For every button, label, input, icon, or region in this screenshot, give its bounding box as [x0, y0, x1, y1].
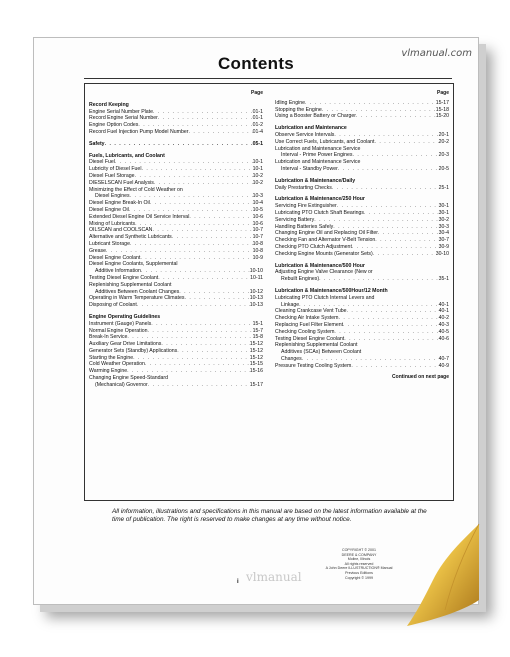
- toc-entry-title: Diesel Engine Coolant: [89, 254, 141, 261]
- toc-entry: [89, 221, 263, 228]
- section-heading: Record Keeping: [89, 101, 129, 108]
- toc-entry-title: Normal Engine Operation: [89, 327, 148, 334]
- dot-leader: [130, 241, 253, 248]
- toc-entry-page: 35-1: [438, 276, 449, 283]
- dot-leader: [127, 368, 250, 375]
- dot-leader: [135, 221, 252, 228]
- toc-entry: [275, 302, 449, 309]
- toc-entry-title: Cold Weather Operation: [89, 361, 145, 368]
- toc-entry: [89, 328, 263, 335]
- toc-entry-page: 15-12: [249, 354, 263, 361]
- toc-entry-page: 20-1: [438, 131, 449, 138]
- toc-entry-title: Daily Prestarting Checks: [275, 184, 332, 191]
- toc-entry-page: 30-9: [438, 243, 449, 250]
- toc-entry: [89, 355, 263, 362]
- dot-leader: [334, 132, 438, 139]
- toc-entry: [89, 361, 263, 368]
- toc-entry-title: Generator Sets (Standby) Applications: [89, 347, 178, 354]
- toc-entry-title: Diesel Engine Break-In Oil: [89, 200, 150, 207]
- toc-entry-page: 25-1: [438, 184, 449, 191]
- toc-entry-page: 40-2: [438, 315, 449, 322]
- toc-entry: [89, 275, 263, 282]
- toc-entry-title: Interval - Prime Power Engines: [281, 152, 353, 159]
- toc-entry-title: Servicing Battery: [275, 216, 315, 223]
- dot-leader: [158, 275, 250, 282]
- dot-leader: [158, 115, 253, 122]
- dot-leader: [305, 100, 436, 107]
- toc-entry: [275, 230, 449, 237]
- toc-entry-page: 15-7: [252, 327, 263, 334]
- toc-entry: [275, 329, 449, 336]
- dot-leader: [106, 248, 253, 255]
- right-column: [275, 90, 449, 381]
- toc-entry-title: Observe Service Intervals: [275, 131, 335, 138]
- section-heading: Lubrication & Maintenance/Daily: [275, 177, 356, 184]
- toc-entry: [89, 214, 263, 221]
- toc-entry: [89, 341, 263, 348]
- toc-entry-title: Minimizing the Effect of Cold Weather on: [89, 186, 183, 193]
- toc-entry-page: 40-3: [438, 321, 449, 328]
- toc-entry-title: Checking Engine Mounts (Generator Sets): [275, 250, 373, 257]
- copyright-line: All rights reserved: [344, 561, 374, 566]
- toc-entry-title: Alternative and Synthetic Lubricants: [89, 234, 172, 241]
- dot-leader: [105, 141, 253, 148]
- toc-entry-title: Additives Between Coolant Changes: [95, 288, 180, 295]
- dot-leader: [378, 230, 439, 237]
- toc-entry-page: 30-7: [438, 237, 449, 244]
- toc-entry-title: Handling Batteries Safely: [275, 223, 334, 230]
- continued-label: Continued on next page: [392, 374, 449, 381]
- dot-leader: [333, 224, 438, 231]
- dot-leader: [133, 355, 250, 362]
- toc-entry-title: Lubricating PTO Clutch Shaft Bearings: [275, 209, 365, 216]
- dot-leader: [152, 227, 252, 234]
- toc-entry-page: 40-5: [438, 328, 449, 335]
- toc-entry-title: OILSCAN and COOLSCAN: [89, 227, 153, 234]
- copyright-line: Previous Editions: [345, 570, 373, 575]
- dot-leader: [347, 308, 439, 315]
- toc-entry-title: DIESELSCAN Fuel Analysis: [89, 179, 154, 186]
- dot-leader: [322, 107, 436, 114]
- toc-entry: [275, 185, 449, 192]
- watermark: vlmanual.com: [401, 48, 472, 59]
- title-rule: [84, 78, 452, 79]
- dot-leader: [343, 322, 439, 329]
- toc-entry: [275, 113, 449, 120]
- toc-entry-page: 10-3: [252, 193, 263, 200]
- toc-entry-title: Additives (SCAs) Between Coolant: [281, 349, 362, 356]
- toc-entry-page: 40-7: [438, 355, 449, 362]
- dot-leader: [115, 159, 253, 166]
- toc-entry: [275, 132, 449, 139]
- section-heading: Lubrication & Maintenance/500Hour/12 Month: [275, 287, 388, 294]
- dot-leader: [319, 276, 439, 283]
- toc-entry-page: 10-10: [249, 268, 263, 275]
- toc-entry: [89, 368, 263, 375]
- toc-entry-page: 10-1: [252, 159, 263, 166]
- toc-entry: [275, 322, 449, 329]
- toc-entry: [89, 289, 263, 296]
- copyright-line: Moline, Illinois: [347, 557, 371, 562]
- toc-entry: [275, 152, 449, 159]
- contents-panel: [84, 83, 454, 501]
- toc-entry-title: Testing Diesel Engine Coolant: [275, 335, 345, 342]
- dot-leader: [189, 214, 252, 221]
- toc-entry: [275, 100, 449, 107]
- dot-leader: [129, 207, 253, 214]
- page-number: i: [237, 579, 239, 585]
- toc-entry-title: Rebuilt Engines): [281, 276, 320, 283]
- toc-entry: [275, 251, 449, 258]
- toc-entry-page: 05-1: [252, 140, 263, 147]
- page-curl-icon: [403, 520, 483, 630]
- toc-entry-title: Servicing Fire Extinguisher: [275, 203, 337, 210]
- toc-entry-title: Safety: [89, 140, 105, 147]
- toc-entry-title: Replacing Fuel Filter Element: [275, 321, 344, 328]
- toc-entry: [275, 237, 449, 244]
- toc-entry: [275, 166, 449, 173]
- toc-entry-page: 01-1: [252, 108, 263, 115]
- dot-leader: [338, 315, 438, 322]
- toc-entry-page: 01-4: [252, 128, 263, 135]
- toc-entry-page: 10-2: [252, 179, 263, 186]
- toc-entry-title: Changing Engine Speed-Standard: [89, 375, 169, 382]
- toc-entry: [89, 234, 263, 241]
- toc-entry-title: Testing Diesel Engine Coolant: [89, 274, 159, 281]
- toc-entry-page: 10-8: [252, 240, 263, 247]
- page-title: Contents: [217, 54, 295, 73]
- toc-entry-title: Interval - Standby Power: [281, 165, 338, 172]
- toc-entry-page: 30-1: [438, 203, 449, 210]
- toc-entry-title: Linkage: [281, 301, 300, 308]
- toc-entry-title: Lubricity of Diesel Fuel: [89, 166, 142, 173]
- dot-leader: [364, 210, 439, 217]
- toc-entry-page: 01-1: [252, 115, 263, 122]
- toc-entry-title: Using a Booster Battery or Charger: [275, 113, 357, 120]
- toc-entry-title: Lubricating PTO Clutch Internal Levers and: [275, 294, 375, 301]
- toc-entry-title: Changes: [281, 355, 302, 362]
- dot-leader: [188, 129, 252, 136]
- copyright-line: Copyright © 1999: [344, 575, 374, 580]
- toc-entry: [89, 207, 263, 214]
- toc-entry-title: Stopping the Engine: [275, 106, 322, 113]
- toc-entry-title: Diesel Fuel Storage: [89, 172, 135, 179]
- toc-entry: [89, 129, 263, 136]
- toc-entry: [89, 295, 263, 302]
- dot-leader: [161, 341, 249, 348]
- dot-leader: [140, 255, 252, 262]
- toc-entry-title: Replenishing Supplemental Coolant: [89, 281, 172, 288]
- toc-entry-title: Engine Option Codes: [89, 122, 139, 129]
- dot-leader: [130, 193, 253, 200]
- toc-entry-page: 15-17: [249, 381, 263, 388]
- dot-leader: [375, 237, 438, 244]
- toc-entry-title: Diesel Engine Coolants, Supplemental: [89, 261, 178, 268]
- toc-entry-page: 15-12: [249, 341, 263, 348]
- toc-entry-title: Mixing of Lubricants: [89, 220, 136, 227]
- toc-entry-title: Disposing of Coolant: [89, 302, 137, 309]
- toc-entry-page: 15-18: [435, 106, 449, 113]
- dot-leader: [373, 251, 436, 258]
- dot-leader: [353, 152, 439, 159]
- dot-leader: [148, 328, 253, 335]
- toc-entry-title: (Mechanical) Governor: [95, 381, 148, 388]
- dot-leader: [145, 361, 250, 368]
- toc-entry: [89, 255, 263, 262]
- toc-entry-page: 15-12: [249, 347, 263, 354]
- dot-leader: [302, 356, 439, 363]
- toc-entry: [89, 241, 263, 248]
- toc-entry-title: Diesel Fuel: [89, 159, 115, 166]
- toc-entry: [275, 244, 449, 251]
- toc-entry-page: 10-6: [252, 213, 263, 220]
- section-heading: Engine Operating Guidelines: [89, 313, 161, 320]
- toc-entry-title: Cleaning Crankcase Vent Tube: [275, 308, 347, 315]
- dot-leader: [135, 173, 253, 180]
- toc-entry: [275, 107, 449, 114]
- toc-entry-title: Lubricant Storage: [89, 240, 130, 247]
- toc-entry-title: Adjusting Engine Valve Clearance (New or: [275, 269, 373, 276]
- toc-entry-title: Grease: [89, 247, 107, 254]
- toc-entry: [89, 122, 263, 129]
- toc-entry: [89, 115, 263, 122]
- toc-entry-page: 30-1: [438, 209, 449, 216]
- toc-entry-title: Diesel Engines: [95, 193, 130, 200]
- toc-entry: [89, 159, 263, 166]
- toc-entry-page: 10-13: [249, 295, 263, 302]
- toc-entry: [275, 356, 449, 363]
- dot-leader: [356, 113, 436, 120]
- dot-leader: [351, 363, 438, 370]
- toc-entry-page: 10-12: [249, 288, 263, 295]
- toc-entry-page: 10-7: [252, 227, 263, 234]
- dot-leader: [153, 109, 253, 116]
- dot-leader: [151, 321, 252, 328]
- copyright-line: A John Deere ILLUSTRUCTION® Manual: [325, 566, 393, 571]
- toc-entry: [89, 109, 263, 116]
- section-heading: Lubrication & Maintenance/250 Hour: [275, 196, 365, 203]
- toc-entry-page: 20-2: [438, 138, 449, 145]
- toc-entry: [89, 166, 263, 173]
- toc-entry: [275, 276, 449, 283]
- dot-leader: [127, 334, 252, 341]
- dot-leader: [172, 234, 253, 241]
- toc-entry: [89, 173, 263, 180]
- toc-entry-title: Break-In Service: [89, 334, 128, 341]
- toc-entry: [89, 248, 263, 255]
- toc-entry: [89, 382, 263, 389]
- dot-leader: [299, 302, 438, 309]
- toc-entry-title: Changing Engine Oil and Replacing Oil Filter: [275, 230, 378, 237]
- toc-entry: [275, 315, 449, 322]
- toc-entry: [89, 227, 263, 234]
- toc-entry: [275, 217, 449, 224]
- disclaimer-note: All information, illustrations and specifications in this manual are based on the latest information available at the time of publication. The right is reserved to make changes at any time without notice.: [112, 508, 427, 524]
- dot-leader: [338, 166, 439, 173]
- toc-entry-title: Auxiliary Gear Drive Limitations: [89, 341, 162, 348]
- toc-entry-page: 30-4: [438, 230, 449, 237]
- dot-leader: [141, 166, 252, 173]
- toc-entry-page: 10-1: [252, 166, 263, 173]
- toc-entry: [89, 334, 263, 341]
- toc-entry: [89, 193, 263, 200]
- toc-entry-title: Additive Information: [95, 268, 141, 275]
- toc-entry: [89, 268, 263, 275]
- toc-entry-page: 10-6: [252, 220, 263, 227]
- toc-entry-title: Replenishing Supplemental Coolant: [275, 342, 358, 349]
- toc-entry-title: Diesel Engine Oil: [89, 206, 129, 213]
- toc-entry-page: 40-6: [438, 335, 449, 342]
- toc-entry-page: 10-5: [252, 206, 263, 213]
- toc-entry-title: Checking Fan and Alternator V-Belt Tension: [275, 237, 376, 244]
- toc-entry-title: Use Correct Fuels, Lubricants, and Coolant: [275, 138, 375, 145]
- toc-entry-page: 30-2: [438, 216, 449, 223]
- toc-entry: [275, 363, 449, 370]
- copyright-line: DEERE & COMPANY: [341, 552, 377, 557]
- toc-entry-page: 20-3: [438, 152, 449, 159]
- page-column-header: Page: [437, 90, 449, 96]
- dot-leader: [148, 382, 250, 389]
- dot-leader: [184, 295, 249, 302]
- toc-entry-page: 30-3: [438, 223, 449, 230]
- toc-entry-title: Starting the Engine: [89, 354, 134, 361]
- toc-entry-page: 10-11: [250, 274, 263, 281]
- dot-leader: [137, 302, 250, 309]
- toc-entry-title: Lubrication and Maintenance Service: [275, 145, 361, 152]
- dot-leader: [179, 289, 250, 296]
- dot-leader: [352, 244, 439, 251]
- toc-entry-title: Record Engine Serial Number: [89, 115, 158, 122]
- toc-entry-page: 15-15: [249, 361, 263, 368]
- toc-entry: [89, 200, 263, 207]
- copyright-block: [314, 548, 404, 580]
- dot-leader: [177, 348, 249, 355]
- toc-entry: [275, 308, 449, 315]
- toc-entry-page: 30-10: [435, 250, 449, 257]
- toc-entry-page: 10-9: [252, 254, 263, 261]
- section-heading: Lubrication & Maintenance/500 Hour: [275, 262, 365, 269]
- left-column: [89, 90, 263, 389]
- section-heading: Lubrication and Maintenance: [275, 125, 347, 132]
- dot-leader: [334, 329, 438, 336]
- toc-entry-title: Operating in Warm Temperature Climates: [89, 295, 185, 302]
- toc-entry: [89, 302, 263, 309]
- toc-entry: [275, 336, 449, 343]
- dot-leader: [150, 200, 253, 207]
- toc-entry-page: 10-13: [249, 302, 263, 309]
- dot-leader: [141, 268, 250, 275]
- dot-leader: [344, 336, 438, 343]
- toc-entry-page: 40-9: [438, 362, 449, 369]
- toc-entry: [275, 203, 449, 210]
- toc-entry-title: Pressure Testing Cooling System: [275, 362, 352, 369]
- section-heading: Fuels, Lubricants, and Coolant: [89, 152, 165, 159]
- toc-entry-page: 10-4: [252, 200, 263, 207]
- toc-entry-page: 01-2: [252, 122, 263, 129]
- dot-leader: [138, 122, 252, 129]
- toc-entry-page: 40-1: [438, 308, 449, 315]
- dot-leader: [154, 180, 253, 187]
- toc-entry-page: 15-20: [435, 113, 449, 120]
- toc-entry-page: 15-8: [252, 334, 263, 341]
- dot-leader: [374, 139, 438, 146]
- dot-leader: [337, 203, 439, 210]
- toc-entry: [89, 321, 263, 328]
- toc-entry-title: Record Fuel Injection Pump Model Number: [89, 128, 189, 135]
- toc-entry-page: 20-5: [438, 165, 449, 172]
- toc-entry: [275, 139, 449, 146]
- toc-entry-page: 15-17: [435, 99, 449, 106]
- toc-entry-page: 10-2: [252, 172, 263, 179]
- toc-entry: [275, 224, 449, 231]
- toc-entry: [275, 210, 449, 217]
- toc-entry-title: Idling Engine: [275, 99, 305, 106]
- toc-entry: [89, 141, 263, 148]
- dot-leader: [332, 185, 439, 192]
- toc-entry: [89, 348, 263, 355]
- toc-entry-title: Instrument (Gauge) Panels: [89, 320, 152, 327]
- toc-entry-page: 15-16: [249, 368, 263, 375]
- toc-entry-page: 15-1: [252, 320, 263, 327]
- toc-entry-title: Engine Serial Number Plate: [89, 108, 154, 115]
- dot-leader: [314, 217, 438, 224]
- page-column-header: Page: [251, 90, 263, 96]
- toc-entry: [89, 180, 263, 187]
- watermark-logo: vlmanual: [246, 570, 302, 584]
- toc-entry-page: 40-1: [438, 301, 449, 308]
- toc-entry-title: Checking Air Intake System: [275, 315, 339, 322]
- toc-entry-title: Lubrication and Maintenance Service: [275, 159, 361, 166]
- toc-entry-title: Checking PTO Clutch Adjustment: [275, 243, 352, 250]
- toc-entry-title: Extended Diesel Engine Oil Service Interval: [89, 213, 190, 220]
- toc-entry-title: Checking Cooling System: [275, 328, 335, 335]
- toc-entry-page: 10-8: [252, 247, 263, 254]
- copyright-line: COPYRIGHT © 2001: [342, 548, 376, 552]
- toc-entry-title: Warming Engine: [89, 368, 128, 375]
- toc-entry-page: 10-7: [252, 234, 263, 241]
